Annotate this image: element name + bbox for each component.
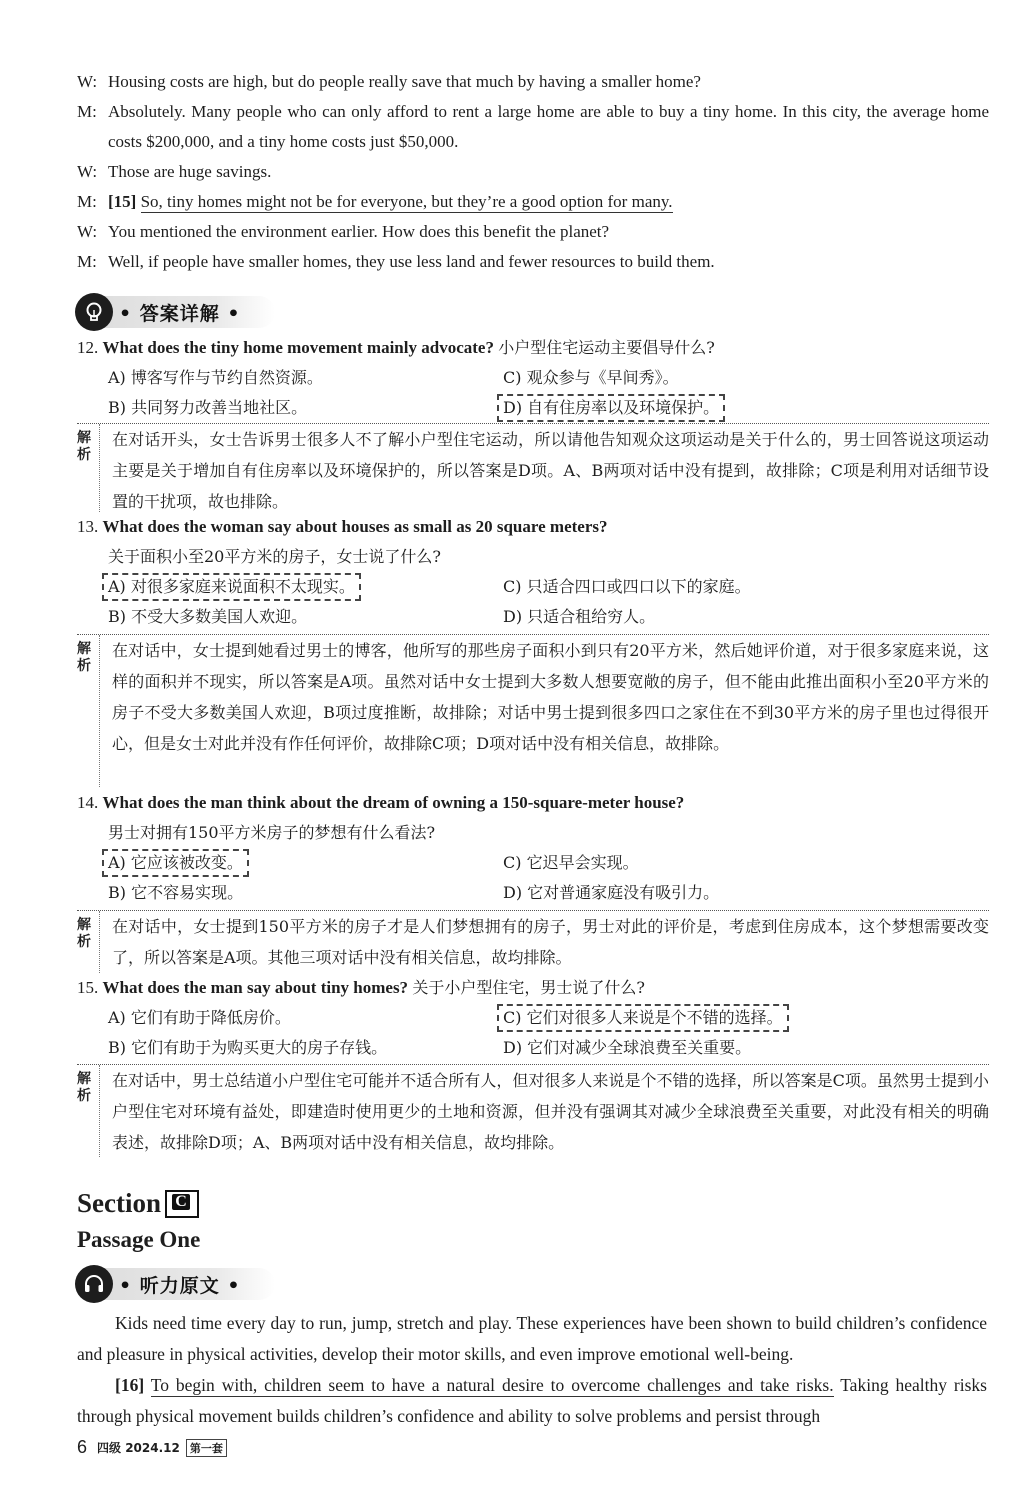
answers-section-header [77, 296, 275, 328]
passage-title: Passage One [77, 1227, 201, 1252]
speaker-label: M: [77, 192, 97, 211]
question-english: What does the man think about the dream of owning a 150-square-meter house? [102, 793, 685, 812]
analysis-tag-char: 解 [77, 430, 91, 446]
question-stem [77, 512, 989, 542]
analysis-text: 在对话开头，女士告诉男士很多人不了解小户型住宅运动，所以请他告知观众这项运动是关于什么的，男士回答说这项运动主要是关于增加自有住房率以及环境保护的，所以答案是D项。A、B两项对话中没有提到，故排除；C项是利用对话细节设置的干扰项，故也排除。 [112, 430, 989, 511]
option-a: A) 它们有助于降低房价。 [108, 1008, 291, 1027]
option-c: C) 它迟早会实现。 [503, 853, 639, 872]
option-b: B) 不受大多数美国人欢迎。 [108, 607, 308, 626]
underlined-key-sentence: So, tiny homes might not be for everyone, but they’re a good option for many. [140, 192, 673, 211]
page-number: 6 [77, 1437, 88, 1457]
section-header-label: • 听力原文 • [119, 1274, 241, 1297]
analysis-tag-char: 析 [77, 934, 91, 950]
speaker-label: W: [77, 162, 98, 181]
analysis-tag [77, 1065, 100, 1157]
lightbulb-icon [75, 293, 113, 331]
options-grid [108, 848, 989, 908]
dialogue-line [77, 157, 989, 187]
analysis-text: 在对话中，女士提到她看过男士的博客，他所写的那些房子面积小到只有20平方米，然后她评价道，对于很多家庭来说，这样的面积并不现实，所以答案是A项。虽然对话中女士提到大多数人想要宽敞的房子，但不能由此推出面积小至20平方米的房子不受大多数美国人欢迎，B项过度推断，故排除；对话中男士提到很多四口之家住在不到30平方米的房子里也过得很开心，但是女士对此并没有作任何评价，故排除C项；D项对话中没有相关信息，故排除。 [112, 641, 989, 753]
option-d: D) 它们对减少全球浪费至关重要。 [503, 1038, 752, 1057]
passage-text: Taking healthy risks through physical movement builds children’s confidence and ability to solve problems and persist through [77, 1375, 987, 1426]
question-chinese-line [108, 542, 989, 572]
dialogue-line [77, 247, 989, 277]
option-a-correct-answer: A) 它应该被改变。 [102, 849, 249, 877]
analysis-text: 在对话中，女士提到150平方米的房子才是人们梦想拥有的房子，男士对此的评价是，考虑到住房成本，这个梦想需要改变了，所以答案是A项。其他三项对话中没有相关信息，故均排除。 [112, 917, 989, 967]
dialogue-text: Well, if people have smaller homes, they use less land and fewer resources to build them. [108, 252, 715, 271]
dialogue-line [77, 187, 989, 217]
question-number: 15. [77, 978, 99, 997]
question-stem [77, 788, 989, 818]
test-set-label: 第一套 [186, 1439, 227, 1457]
question-number: 14. [77, 793, 99, 812]
headphones-icon [75, 1265, 113, 1303]
speaker-label: W: [77, 222, 98, 241]
option-b: B) 它们有助于为购买更大的房子存钱。 [108, 1038, 388, 1057]
analysis-14 [77, 910, 989, 973]
option-d-correct-answer: D) 自有住房率以及环境保护。 [497, 394, 725, 422]
section-heading [77, 1188, 199, 1219]
speaker-label: M: [77, 102, 97, 121]
question-english: What does the man say about tiny homes? [102, 978, 409, 997]
option-a-correct-answer: A) 对很多家庭来说面积不太现实。 [102, 573, 361, 601]
question-stem [77, 333, 989, 363]
passage-paragraph: Kids need time every day to run, jump, stretch and play. These experiences have been shown to build children’s confidence and pleasure in physical activities, develop their motor skills, and even improve emotional well-being. [77, 1313, 987, 1364]
dialogue-line [77, 217, 989, 247]
underlined-key-sentence: To begin with, children seem to have a natural desire to overcome challenges and take risks. [150, 1375, 834, 1395]
dialogue-text: Absolutely. Many people who can only afford to rent a large home are able to buy a tiny home. In this city, the average home costs $200,000, and a tiny home costs just $50,000. [108, 102, 989, 151]
analysis-12 [77, 423, 989, 512]
analysis-tag [77, 635, 100, 787]
passage-paragraph [77, 1370, 987, 1431]
question-number: 12. [77, 338, 99, 357]
section-title: Section [77, 1188, 161, 1218]
question-stem [77, 973, 989, 1003]
option-d: D) 它对普通家庭没有吸引力。 [503, 883, 720, 902]
options-grid [108, 1003, 989, 1063]
section-letter-badge [165, 1190, 199, 1218]
analysis-tag-char: 解 [77, 641, 91, 657]
option-b: B) 共同努力改善当地社区。 [108, 398, 308, 417]
options-grid [108, 572, 989, 632]
analysis-tag-char: 析 [77, 658, 91, 674]
question-english: What does the tiny home movement mainly advocate? [102, 338, 494, 357]
analysis-tag [77, 424, 100, 512]
question-marker: [16] [115, 1375, 145, 1395]
question-12 [77, 333, 989, 423]
analysis-tag-char: 析 [77, 1088, 91, 1104]
analysis-tag [77, 911, 100, 973]
options-grid [108, 363, 989, 423]
option-d: D) 只适合租给穷人。 [503, 607, 656, 626]
dialogue-text: You mentioned the environment earlier. How does this benefit the planet? [108, 222, 610, 241]
page-footer [77, 1437, 227, 1458]
speaker-label: M: [77, 252, 97, 271]
exam-level: 四级 2024.12 [97, 1441, 180, 1455]
question-14 [77, 788, 989, 908]
option-c: C) 只适合四口或四口以下的家庭。 [503, 577, 751, 596]
analysis-tag-char: 解 [77, 917, 91, 933]
question-marker: [15] [108, 192, 137, 211]
question-chinese-line [108, 818, 989, 848]
question-number: 13. [77, 517, 99, 536]
question-chinese: 男士对拥有150平方米房子的梦想有什么看法? [108, 823, 436, 842]
analysis-tag-char: 析 [77, 447, 91, 463]
option-a: A) 博客写作与节约自然资源。 [108, 368, 323, 387]
dialogue-text: Those are huge savings. [108, 162, 272, 181]
dialogue-line [77, 67, 989, 97]
question-15 [77, 973, 989, 1063]
listening-section-header [77, 1268, 275, 1300]
dialogue-text [108, 187, 989, 217]
option-c-correct-answer: C) 它们对很多人来说是个不错的选择。 [497, 1004, 789, 1032]
dialogue-line [77, 97, 989, 157]
analysis-13 [77, 634, 989, 787]
analysis-tag-char: 解 [77, 1071, 91, 1087]
analysis-15 [77, 1064, 989, 1157]
section-header-label: • 答案详解 • [119, 302, 241, 325]
section-letter: C [172, 1194, 190, 1210]
question-chinese: 关于面积小至20平方米的房子，女士说了什么? [108, 547, 441, 566]
option-c: C) 观众参与《早间秀》。 [503, 368, 679, 387]
question-english: What does the woman say about houses as small as 20 square meters? [102, 517, 608, 536]
question-chinese: 小户型住宅运动主要倡导什么? [498, 338, 715, 357]
speaker-label: W: [77, 72, 98, 91]
dialogue-text: Housing costs are high, but do people really save that much by having a smaller home? [108, 72, 701, 91]
question-chinese: 关于小户型住宅，男士说了什么? [412, 978, 645, 997]
analysis-text: 在对话中，男士总结道小户型住宅可能并不适合所有人，但对很多人来说是个不错的选择，所以答案是C项。虽然男士提到小户型住宅对环境有益处，即建造时使用更少的土地和资源，但并没有强调其对减少全球浪费至关重要，对此没有相关的明确表述，故排除D项；A、B两项对话中没有相关信息，故均排除。 [112, 1071, 989, 1152]
dialogue-transcript [77, 67, 989, 277]
question-13 [77, 512, 989, 632]
option-b: B) 它不容易实现。 [108, 883, 244, 902]
